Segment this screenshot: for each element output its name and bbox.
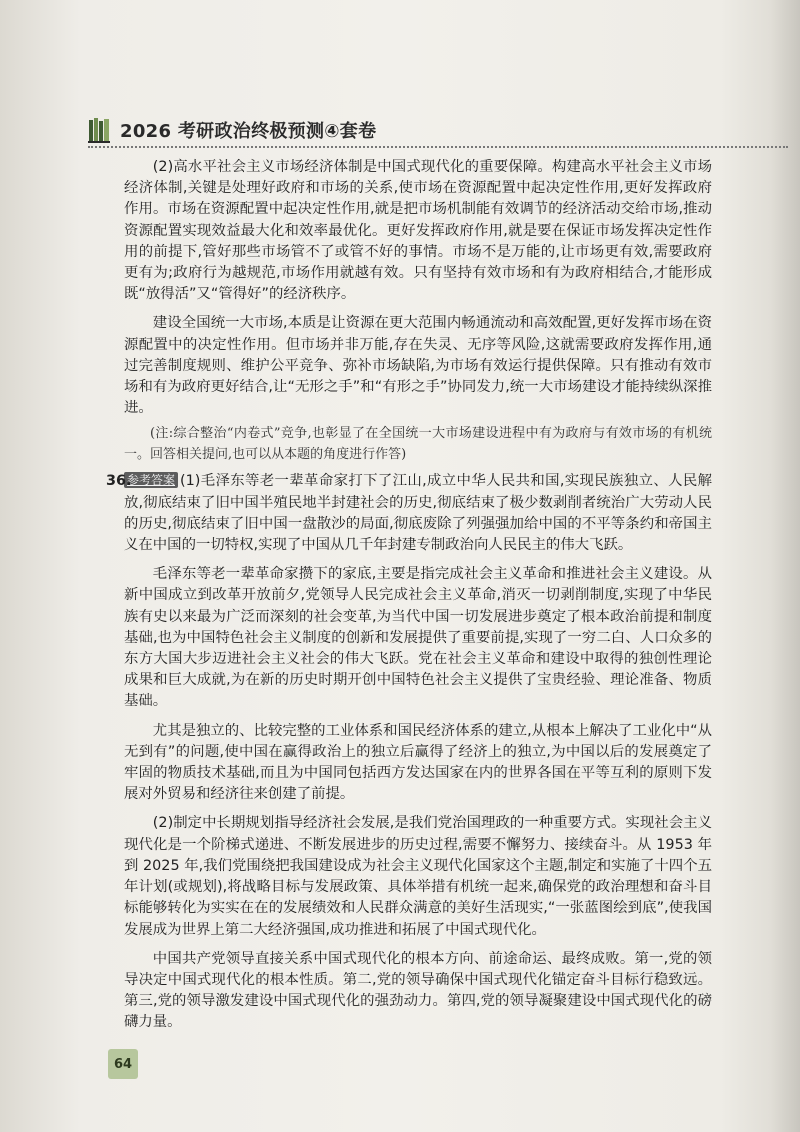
spine-shadow	[770, 0, 800, 1132]
paragraph: 中国共产党领导直接关系中国式现代化的根本方向、前途命运、最终成败。第一,党的领导决定中国式现代化的根本性质。第二,党的领导确保中国式现代化锚定奋斗目标行稳致远。第三,党的领导激发建设中国式现代化的强劲动力。第四,党的领导凝聚建设中国式现代化的磅礴力量。	[124, 950, 712, 1031]
header-divider	[88, 146, 788, 148]
book-icon	[88, 117, 112, 143]
paragraph: 毛泽东等老一辈革命家攒下的家底,主要是指完成社会主义革命和推进社会主义建设。从新中国成立到改革开放前夕,党领导人民完成社会主义革命,消灭一切剥削制度,实现了中华民族有史以来最为广泛而深刻的社会变革,为当代中国一切发展进步奠定了根本政治前提和制度基础,也为中国特色社会主义制度的创新和发展提供了重要前提,实现了一穷二白、人口众多的东方大国大步迈进社会主义社会的伟大飞跃。党在社会主义革命和建设中取得的独创性理论成果和巨大成就,为在新的历史时期开创中国特色社会主义提供了宝贵经验、理论准备、物质基础。	[124, 566, 712, 710]
page-content	[106, 157, 712, 1042]
question-number: 36.	[106, 473, 132, 490]
paragraph: (2)高水平社会主义市场经济体制是中国式现代化的重要保障。构建高水平社会主义市场经济体制,关键是处理好政府和市场的关系,使市场在资源配置中起决定性作用,更好发挥政府作用。市场在资源配置中起决定性作用,就是把市场机制能有效调节的经济活动交给市场,推动资源配置实现效益最大化和效率最优化。更好发挥政府作用,就是要在保证市场发挥决定性作用的前提下,管好那些市场管不了或管不好的事情。市场不是万能的,让市场更有效,需要政府更有为;政府行为越规范,市场作用就越有效。只有坚持有效市场和有为政府相结合,才能形成既“放得活”又“管得好”的经济秩序。	[124, 159, 712, 303]
question-36-answer-part1	[106, 471, 712, 556]
answer-text: (1)毛泽东等老一辈革命家打下了江山,成立中华人民共和国,实现民族独立、人民解放,彻底结束了旧中国半殖民地半封建社会的历史,彻底结束了极少数剥削者统治广大劳动人民的历史,彻底结束了旧中国一盘散沙的局面,彻底废除了列强强加给中国的不平等条约和帝国主义在中国的一切特权,实现了中国从几千年封建专制政治向人民民主的伟大飞跃。	[124, 473, 712, 554]
paragraph: (2)制定中长期规划指导经济社会发展,是我们党治国理政的一种重要方式。实现社会主义现代化是一个阶梯式递进、不断发展进步的历史过程,需要不懈努力、接续奋斗。从 1953 年到 2025 年,我们党围绕把我国建设成为社会主义现代化国家这个主题,制定和实施了十四个五年计划(或规划),将战略目标与发展政策、具体举措有机统一起来,确保党的政治理想和奋斗目标能够转化为实实在在的发展绩效和人民群众满意的美好生活现实,“一张蓝图绘到底”,使我国发展成为世界上第二大经济强国,成功推进和拓展了中国式现代化。	[124, 815, 712, 938]
reference-answer-badge: 参考答案	[124, 472, 178, 488]
page-number: 64	[108, 1049, 138, 1079]
paragraph: 建设全国统一大市场,本质是让资源在更大范围内畅通流动和高效配置,更好发挥市场在资源配置中的决定性作用。但市场并非万能,存在失灵、无序等风险,这就需要政府发挥作用,通过完善制度规则、维护公平竞争、弥补市场缺陷,为市场有效运行提供保障。只有推动有效市场和有为政府更好结合,让“无形之手”和“有形之手”协同发力,统一大市场建设才能持续纵深推进。	[124, 315, 712, 417]
note-paragraph: (注:综合整治“内卷式”竞争,也彰显了在全国统一大市场建设进程中有为政府与有效市场的有机统一。回答相关提问,也可以从本题的角度进行作答)	[124, 426, 712, 463]
paragraph: 尤其是独立的、比较完整的工业体系和国民经济体系的建立,从根本上解决了工业化中“从无到有”的问题,使中国在赢得政治上的独立后赢得了经济上的独立,为中国以后的发展奠定了牢固的物质技术基础,而且为中国同包括西方发达国家在内的世界各国在平等互利的原则下发展对外贸易和经济往来创建了前提。	[124, 722, 712, 803]
page-header	[88, 114, 376, 146]
header-title: 2026 考研政治终极预测④套卷	[120, 121, 377, 142]
